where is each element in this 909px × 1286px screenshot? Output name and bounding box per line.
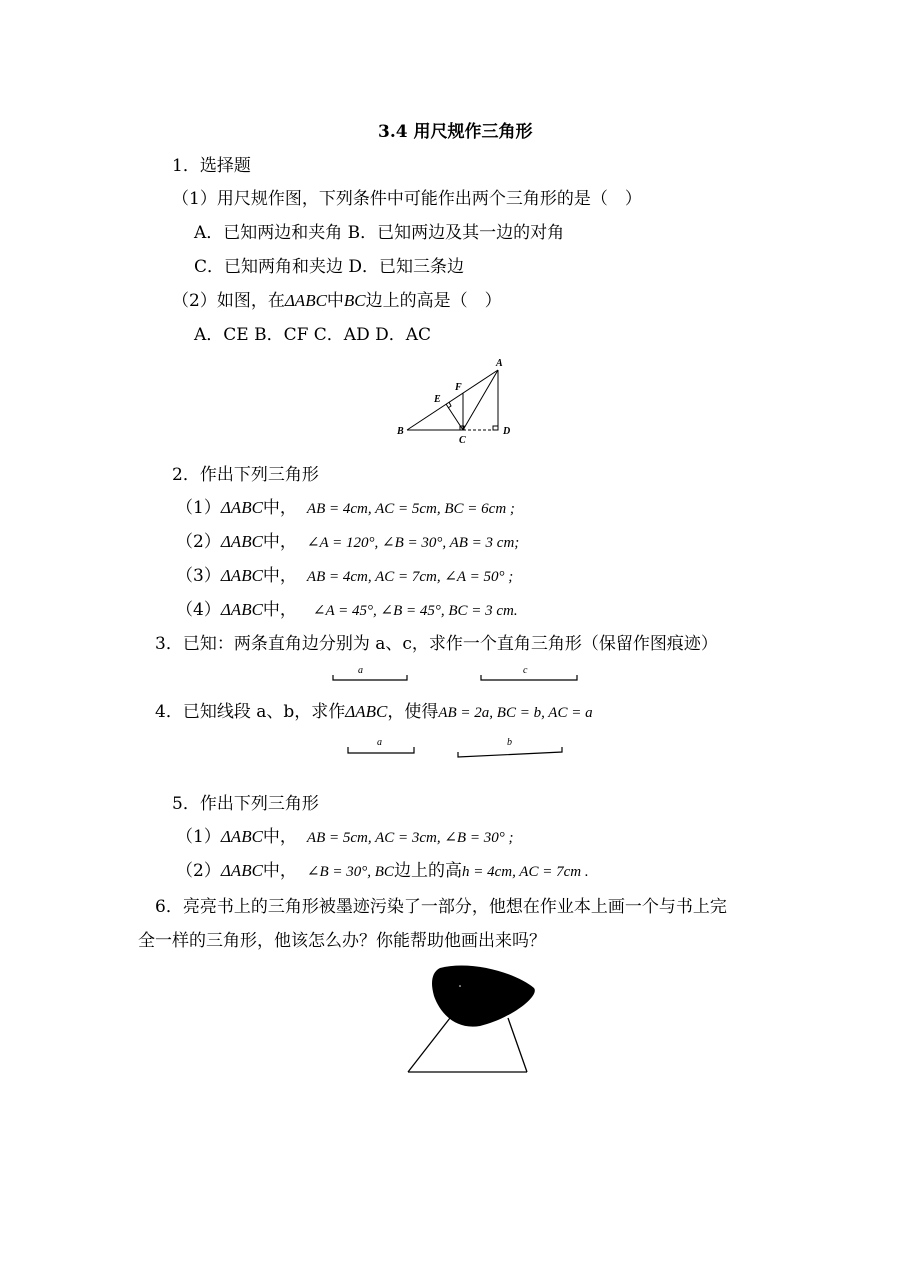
q2-item-3 xyxy=(176,565,513,588)
q2-item-2-num: （2） xyxy=(176,532,221,552)
page-title: 3.4 用尺规作三角形 xyxy=(378,122,533,142)
q5-item-2-condition-1: ∠B = 30°, BC xyxy=(306,864,394,880)
ink-blot-speck xyxy=(459,985,461,987)
q5-item-2 xyxy=(176,860,589,883)
segment-c-label: c xyxy=(523,665,528,676)
q4-triangle: ΔABC xyxy=(345,702,388,721)
segment-b-label: b xyxy=(507,737,512,748)
ink-stained-triangle-figure xyxy=(400,958,550,1078)
q2-item-4-condition: ∠A = 45°, ∠B = 45°, BC = 3 cm. xyxy=(312,603,518,619)
q1-sub2-prefix: （2）如图，在 xyxy=(172,291,285,311)
segment-b xyxy=(458,747,562,757)
q1-sub2-triangle: ΔABC xyxy=(284,291,327,310)
q1-sub2-mid: 中 xyxy=(326,291,344,311)
q4-condition: AB = 2a, BC = b, AC = a xyxy=(438,705,593,721)
q3-text: 3．已知：两条直角边分别为 a、c，求作一个直角三角形（保留作图痕迹） xyxy=(155,634,718,654)
q5-item-2-zh: 中， xyxy=(262,861,297,881)
ink-blot xyxy=(432,965,535,1026)
q5-item-1-triangle: ΔABC xyxy=(220,827,263,846)
q2-item-2-zh: 中， xyxy=(262,532,297,552)
q2-item-1-num: （1） xyxy=(176,498,221,518)
fig-label-c: C xyxy=(459,435,466,446)
q2-item-1-triangle: ΔABC xyxy=(220,498,263,517)
fig-label-f: F xyxy=(455,382,462,393)
q1-sub1: （1）用尺规作图，下列条件中可能作出两个三角形的是（ ） xyxy=(172,189,642,209)
q2-item-1 xyxy=(176,497,515,520)
q2-item-1-zh: 中， xyxy=(262,498,297,518)
q1-sub2 xyxy=(172,290,502,312)
q3-segments xyxy=(325,661,585,687)
fig-right-angle-d xyxy=(493,426,498,430)
q2-item-3-condition: AB = 4cm, AC = 7cm, ∠A = 50° ; xyxy=(306,569,514,585)
segment-a xyxy=(333,675,407,680)
triangle-left-side xyxy=(408,1018,450,1072)
triangle-figure xyxy=(390,355,530,455)
q5-item-1-num: （1） xyxy=(176,827,221,847)
segment-a-label: a xyxy=(358,665,363,676)
q1-sub2-bc: BC xyxy=(343,291,366,310)
fig-line-ac xyxy=(463,370,498,430)
q2-heading: 2．作出下列三角形 xyxy=(172,465,319,485)
fig-label-a: A xyxy=(496,358,503,369)
q2-item-2-triangle: ΔABC xyxy=(220,532,263,551)
q4-text xyxy=(155,701,593,724)
q6-line-2: 全一样的三角形，他该怎么办？你能帮助他画出来吗？ xyxy=(138,931,546,951)
q4-mid: ，使得 xyxy=(387,702,439,722)
q2-item-3-triangle: ΔABC xyxy=(220,566,263,585)
q2-item-4 xyxy=(176,599,518,622)
q2-item-1-condition: AB = 4cm, AC = 5cm, BC = 6cm ; xyxy=(306,501,515,517)
q2-item-4-num: （4） xyxy=(176,600,221,620)
q5-item-1-zh: 中， xyxy=(262,827,297,847)
q5-heading: 5．作出下列三角形 xyxy=(172,794,319,814)
fig-line-ba xyxy=(407,370,498,430)
q5-item-2-condition-2: h = 4cm, AC = 7cm . xyxy=(461,864,589,880)
triangle-right-side xyxy=(508,1018,527,1072)
q1-heading: 1．选择题 xyxy=(172,156,251,176)
fig-label-b: B xyxy=(397,426,404,437)
q2-item-2-condition: ∠A = 120°, ∠B = 30°, AB = 3 cm; xyxy=(306,535,520,551)
q2-item-3-num: （3） xyxy=(176,566,221,586)
q2-item-4-triangle: ΔABC xyxy=(220,600,263,619)
q2-item-4-zh: 中， xyxy=(262,600,297,620)
q4-segments xyxy=(342,733,572,759)
q2-item-3-zh: 中， xyxy=(262,566,297,586)
q1-sub2-options: A．CE B．CF C．AD D．AC xyxy=(194,325,432,345)
q5-item-2-triangle: ΔABC xyxy=(220,861,263,880)
q1-sub1-options-cd: C．已知两角和夹边 D．已知三条边 xyxy=(194,257,465,277)
q5-item-1 xyxy=(176,826,513,849)
q5-item-2-zh-2: 边上的高 xyxy=(393,861,462,881)
q1-sub2-suffix: 边上的高是（ ） xyxy=(365,291,502,311)
q6-line-1: 6．亮亮书上的三角形被墨迹污染了一部分，他想在作业本上画一个与书上完 xyxy=(155,897,727,917)
q4-prefix: 4．已知线段 a、b，求作 xyxy=(155,702,346,722)
q5-item-2-num: （2） xyxy=(176,861,221,881)
segment-a-label: a xyxy=(377,737,382,748)
fig-label-d: D xyxy=(503,426,511,437)
q1-sub1-options-ab: A．已知两边和夹角 B．已知两边及其一边的对角 xyxy=(194,223,565,243)
fig-label-e: E xyxy=(434,394,441,405)
q5-item-1-condition: AB = 5cm, AC = 3cm, ∠B = 30° ; xyxy=(306,830,514,846)
q2-item-2 xyxy=(176,531,519,554)
segment-c xyxy=(481,675,577,680)
